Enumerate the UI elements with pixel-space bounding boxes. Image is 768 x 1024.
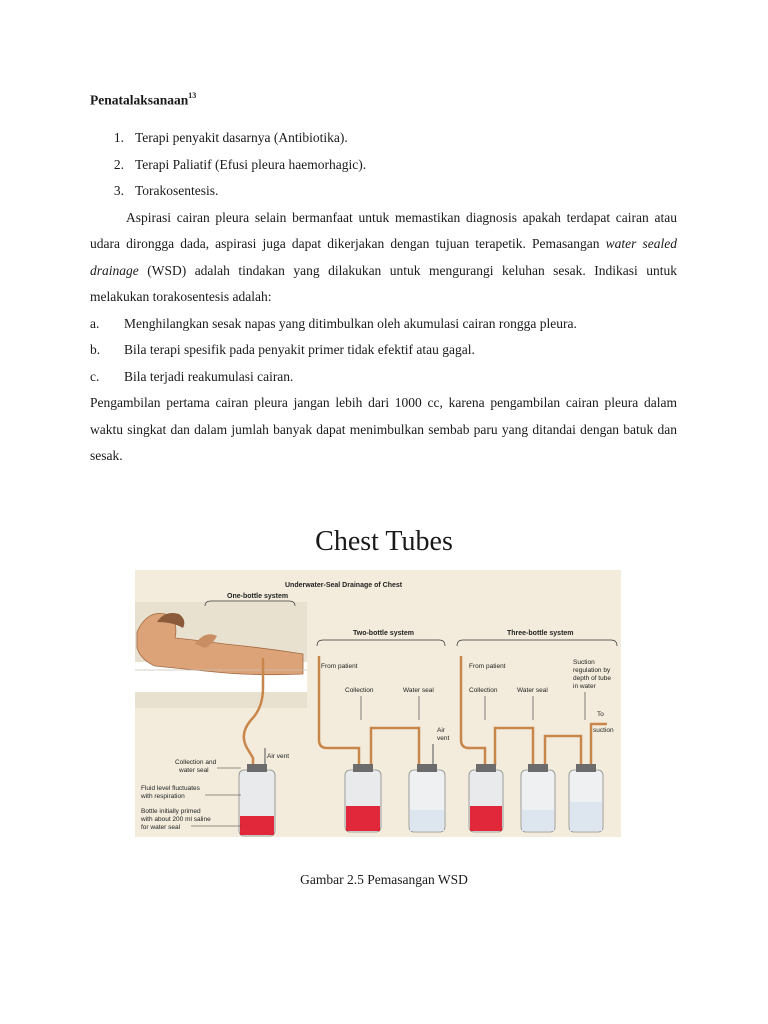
- three-collection-cap: [476, 764, 496, 772]
- paragraph-aspirasi: [90, 205, 677, 311]
- heading-text: Penatalaksanaan: [90, 92, 189, 108]
- list-item: [90, 364, 677, 391]
- one-bottle-label: One-bottle system: [227, 593, 289, 600]
- list-item: [90, 125, 677, 152]
- two-inflow-tube: [319, 656, 359, 766]
- three-bottle-label: Three-bottle system: [507, 630, 574, 637]
- suction-reg-label-2: regulation by: [573, 667, 611, 674]
- two-vent-label: vent: [437, 735, 450, 742]
- list-text: Menghilangkan sesak napas yang ditimbulkan oleh akumulasi cairan rongga pleura.: [124, 315, 577, 331]
- list-letter: b.: [90, 342, 101, 357]
- list-item: [90, 152, 677, 179]
- paragraph-italic: water sealed drainage: [90, 236, 677, 278]
- three-collection-label: Collection: [469, 687, 498, 694]
- to-suction-label-2: suction: [593, 727, 614, 734]
- paragraph-text: (WSD) adalah tindakan yang dilakukan untuk mengurangi keluhan sesak. Indikasi untuk melakukan torakosentesis adalah:: [90, 262, 677, 304]
- two-from-patient-label: From patient: [321, 663, 358, 670]
- to-suction-label-1: To: [597, 711, 604, 718]
- list-number: 2.: [113, 156, 124, 172]
- list-number: 1.: [113, 130, 124, 145]
- list-text: Terapi penyakit dasarnya (Antibiotika).: [135, 130, 348, 145]
- list-number: 3.: [113, 183, 124, 198]
- chest-tube-diagram: [135, 570, 621, 837]
- bottle-primed-label-1: Bottle initially primed: [141, 808, 201, 815]
- two-collection-label: Collection: [345, 687, 374, 694]
- three-connect-tube-2: [545, 736, 581, 766]
- list-item: [90, 178, 677, 205]
- three-inflow-tube: [461, 656, 485, 766]
- two-water-seal-fluid: [410, 810, 444, 831]
- list-text: Terapi Paliatif (Efusi pleura haemorhagic).: [135, 156, 367, 172]
- fluid-level-label-2: with respiration: [141, 793, 185, 800]
- one-bottle-fluid: [240, 816, 274, 835]
- three-connect-tube-1: [495, 728, 533, 766]
- figure-title: Chest Tubes: [315, 526, 453, 557]
- three-suction-fluid: [570, 802, 602, 831]
- three-from-patient-label: From patient: [469, 663, 506, 670]
- paragraph-pengambilan: Pengambilan pertama cairan pleura jangan lebih dari 1000 cc, karena pengambilan cairan pleura dalam waktu singkat dan dalam jumlah banyak dapat menimbulkan sembab paru yang ditandai dengan batuk dan sesak.: [90, 395, 677, 463]
- list-item: [90, 311, 677, 338]
- three-collection-fluid: [470, 806, 502, 831]
- two-bottle-bracket: [317, 640, 445, 646]
- list-letter: a.: [90, 315, 100, 331]
- two-collection-fluid: [346, 806, 380, 831]
- three-suction-cap: [576, 764, 596, 772]
- paragraph-text: Aspirasi cairan pleura selain bermanfaat untuk memastikan diagnosis apakah terdapat cairan atau udara dirongga dada, aspirasi juga dapat dikerjakan dengan tujuan terapetik. Pemasangan: [90, 209, 677, 251]
- one-bottle-cap: [247, 764, 267, 772]
- body-text: [90, 125, 677, 470]
- water-seal-lc-label: water seal: [179, 767, 209, 774]
- fluid-level-label-1: Fluid level fluctuates: [141, 785, 200, 792]
- three-water-seal-label: Water seal: [517, 687, 548, 694]
- two-connect-tube: [371, 728, 419, 766]
- two-water-seal-cap: [417, 764, 437, 772]
- list-text: Bila terjadi reakumulasi cairan.: [124, 368, 294, 384]
- two-collection-cap: [353, 764, 373, 772]
- two-bottle-label: Two-bottle system: [353, 630, 414, 637]
- bottle-primed-label-2: with about 200 ml saline: [141, 816, 211, 823]
- list-text: Bila terapi spesifik pada penyakit primer tidak efektif atau gagal.: [124, 342, 475, 357]
- section-heading: [90, 92, 196, 109]
- diagram-svg: [135, 570, 621, 837]
- suction-reg-label-3: depth of tube: [573, 675, 611, 682]
- suction-reg-label-1: Suction: [573, 659, 595, 666]
- list-text: Torakosentesis.: [135, 183, 219, 198]
- air-vent-label-1: Air vent: [267, 753, 290, 760]
- list-letter: c.: [90, 368, 100, 384]
- three-water-seal-fluid: [522, 810, 554, 831]
- suction-reg-label-4: in water: [573, 683, 596, 690]
- two-air-label: Air: [437, 727, 445, 734]
- three-water-seal-cap: [528, 764, 548, 772]
- figure-caption: Gambar 2.5 Pemasangan WSD: [300, 872, 468, 887]
- collection-and-label: Collection and: [175, 759, 217, 766]
- diagram-title: Underwater-Seal Drainage of Chest: [285, 582, 403, 589]
- list-item: [90, 337, 677, 364]
- two-water-seal-label: Water seal: [403, 687, 434, 694]
- heading-superscript: 13: [188, 91, 197, 100]
- bottle-primed-label-3: for water seal: [141, 824, 181, 831]
- three-bottle-bracket: [457, 640, 617, 646]
